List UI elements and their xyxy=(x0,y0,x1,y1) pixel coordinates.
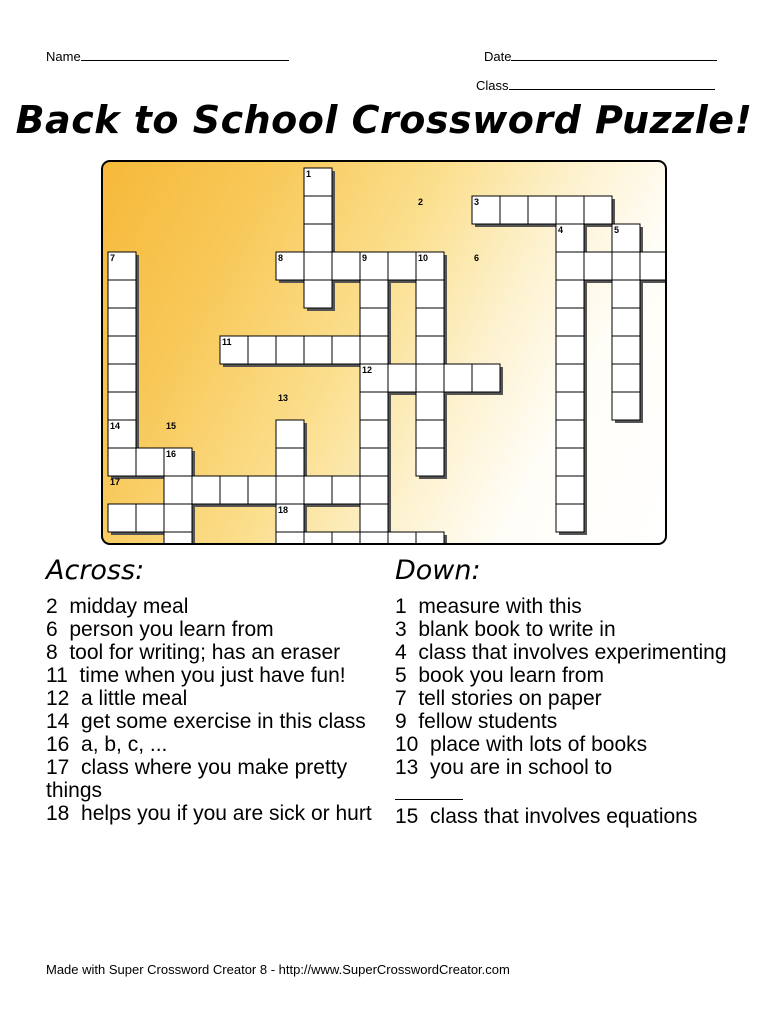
grid-cell[interactable] xyxy=(304,196,332,224)
down-clue: 10 place with lots of books xyxy=(395,733,648,756)
clue-number: 1 xyxy=(306,169,312,179)
name-blank-line[interactable] xyxy=(81,48,289,61)
grid-cell[interactable] xyxy=(276,336,304,364)
grid-cell[interactable] xyxy=(304,252,332,280)
grid-cell[interactable] xyxy=(360,280,388,308)
grid-cell[interactable] xyxy=(192,476,220,504)
clue-number: 10 xyxy=(418,253,429,263)
grid-cell[interactable] xyxy=(584,196,612,224)
down-clue: 4 class that involves experimenting xyxy=(395,641,727,664)
grid-cell[interactable] xyxy=(108,336,136,364)
grid-cell[interactable] xyxy=(360,476,388,504)
grid-cell[interactable] xyxy=(556,308,584,336)
down-clue: 13 you are in school to xyxy=(395,756,613,779)
clue-number: 13 xyxy=(278,393,289,403)
across-clue: 16 a, b, c, ... xyxy=(46,733,168,756)
down-clue: 1 measure with this xyxy=(395,595,582,618)
grid-cell[interactable] xyxy=(276,420,304,448)
down-clue: 7 tell stories on paper xyxy=(395,687,602,710)
grid-cell[interactable] xyxy=(556,364,584,392)
grid-cell[interactable] xyxy=(248,476,276,504)
clue-number: 14 xyxy=(110,421,121,431)
grid-cell[interactable] xyxy=(416,308,444,336)
clue-number: 6 xyxy=(474,253,480,263)
grid-cell[interactable] xyxy=(556,252,584,280)
grid-cell[interactable] xyxy=(388,252,416,280)
across-clue: 6 person you learn from xyxy=(46,618,274,641)
across-clue: 17 class where you make pretty things xyxy=(46,756,353,802)
grid-cell[interactable] xyxy=(276,532,304,545)
grid-cell[interactable] xyxy=(108,364,136,392)
grid-cell[interactable] xyxy=(556,196,584,224)
across-clue: 18 helps you if you are sick or hurt xyxy=(46,802,372,825)
grid-cell[interactable] xyxy=(612,252,640,280)
grid-cell[interactable] xyxy=(276,476,304,504)
grid-cell[interactable] xyxy=(388,532,416,545)
across-clue: 14 get some exercise in this class xyxy=(46,710,366,733)
down-clue: 3 blank book to write in xyxy=(395,618,616,641)
grid-cell[interactable] xyxy=(584,252,612,280)
clue-number: 16 xyxy=(166,449,177,459)
grid-cell[interactable] xyxy=(360,532,388,545)
clue-number: 17 xyxy=(110,477,121,487)
grid-cell[interactable] xyxy=(528,196,556,224)
grid-cell[interactable] xyxy=(416,364,444,392)
grid-cell[interactable] xyxy=(556,420,584,448)
grid-cell[interactable] xyxy=(304,336,332,364)
grid-cell[interactable] xyxy=(416,392,444,420)
grid-cell[interactable] xyxy=(360,308,388,336)
across-clue-list xyxy=(46,595,376,825)
clue-number: 5 xyxy=(614,225,620,235)
grid-cell[interactable] xyxy=(304,532,332,545)
date-label: Date xyxy=(484,49,512,64)
clue-number: 15 xyxy=(166,421,177,431)
grid-cell[interactable] xyxy=(556,392,584,420)
grid-cell[interactable] xyxy=(276,448,304,476)
grid-cell[interactable] xyxy=(612,336,640,364)
crossword-grid xyxy=(103,162,667,545)
grid-cell[interactable] xyxy=(556,336,584,364)
grid-cell[interactable] xyxy=(332,532,360,545)
grid-cell[interactable] xyxy=(164,532,192,545)
name-label: Name xyxy=(46,49,81,64)
clue-number: 3 xyxy=(474,197,480,207)
grid-cell[interactable] xyxy=(556,280,584,308)
clue-number: 18 xyxy=(278,505,289,515)
grid-cell[interactable] xyxy=(416,448,444,476)
clue-number: 11 xyxy=(222,337,232,347)
grid-cell[interactable] xyxy=(388,364,416,392)
across-clue: 8 tool for writing; has an eraser xyxy=(46,641,341,664)
grid-cell[interactable] xyxy=(108,504,136,532)
down-clue: 15 class that involves equations xyxy=(395,805,698,828)
grid-cell[interactable] xyxy=(332,336,360,364)
across-clue: 11 time when you just have fun! xyxy=(46,664,346,687)
grid-cell[interactable] xyxy=(164,504,192,532)
date-field[interactable] xyxy=(484,48,717,64)
grid-cell[interactable] xyxy=(304,476,332,504)
down-heading: Down: xyxy=(395,555,481,586)
grid-cell[interactable] xyxy=(556,504,584,532)
grid-cell[interactable] xyxy=(332,476,360,504)
grid-cell[interactable] xyxy=(360,420,388,448)
across-clue: 12 a little meal xyxy=(46,687,188,710)
grid-cell[interactable] xyxy=(360,336,388,364)
grid-cell[interactable] xyxy=(444,364,472,392)
grid-cell[interactable] xyxy=(416,336,444,364)
grid-cell[interactable] xyxy=(612,392,640,420)
across-heading: Across: xyxy=(46,555,145,586)
grid-cell[interactable] xyxy=(556,476,584,504)
grid-cell[interactable] xyxy=(248,336,276,364)
class-label: Class xyxy=(476,78,509,93)
grid-cell[interactable] xyxy=(640,252,667,280)
grid-cell[interactable] xyxy=(304,224,332,252)
grid-cell[interactable] xyxy=(108,392,136,420)
class-blank-line[interactable] xyxy=(509,77,715,90)
page-title: Back to School Crossword Puzzle! xyxy=(15,98,753,142)
grid-cell[interactable] xyxy=(612,308,640,336)
clue-number: 9 xyxy=(362,253,368,263)
grid-cell[interactable] xyxy=(304,280,332,308)
clue-number: 4 xyxy=(558,225,564,235)
crossword-grid-panel xyxy=(101,160,667,545)
grid-cell[interactable] xyxy=(164,476,192,504)
grid-cell[interactable] xyxy=(108,280,136,308)
name-field[interactable] xyxy=(46,48,289,64)
footer-credit: Made with Super Crossword Creator 8 - http://www.SuperCrosswordCreator.com xyxy=(46,962,510,977)
down-clue-list xyxy=(395,595,735,828)
grid-cell[interactable] xyxy=(416,280,444,308)
grid-cell[interactable] xyxy=(556,448,584,476)
grid-cell[interactable] xyxy=(220,476,248,504)
class-field[interactable] xyxy=(476,77,715,93)
down-clue: 9 fellow students xyxy=(395,710,558,733)
grid-cell[interactable] xyxy=(136,504,164,532)
clue-number: 8 xyxy=(278,253,284,263)
clue-number: 7 xyxy=(110,253,116,263)
clue-number: 12 xyxy=(362,365,373,375)
date-blank-line[interactable] xyxy=(511,48,717,61)
grid-cell[interactable] xyxy=(500,196,528,224)
grid-cell[interactable] xyxy=(360,448,388,476)
grid-cell[interactable] xyxy=(612,364,640,392)
across-clue: 2 midday meal xyxy=(46,595,189,618)
clue-number: 2 xyxy=(418,197,424,207)
grid-cell[interactable] xyxy=(360,392,388,420)
grid-cell[interactable] xyxy=(108,448,136,476)
grid-cell[interactable] xyxy=(108,308,136,336)
grid-cell[interactable] xyxy=(332,252,360,280)
down-clue: 5 book you learn from xyxy=(395,664,604,687)
grid-cell[interactable] xyxy=(612,280,640,308)
grid-cell[interactable] xyxy=(136,448,164,476)
grid-cell[interactable] xyxy=(472,364,500,392)
grid-cell[interactable] xyxy=(360,504,388,532)
grid-cell[interactable] xyxy=(416,532,444,545)
grid-cell[interactable] xyxy=(416,420,444,448)
answer-blank[interactable] xyxy=(395,779,735,805)
